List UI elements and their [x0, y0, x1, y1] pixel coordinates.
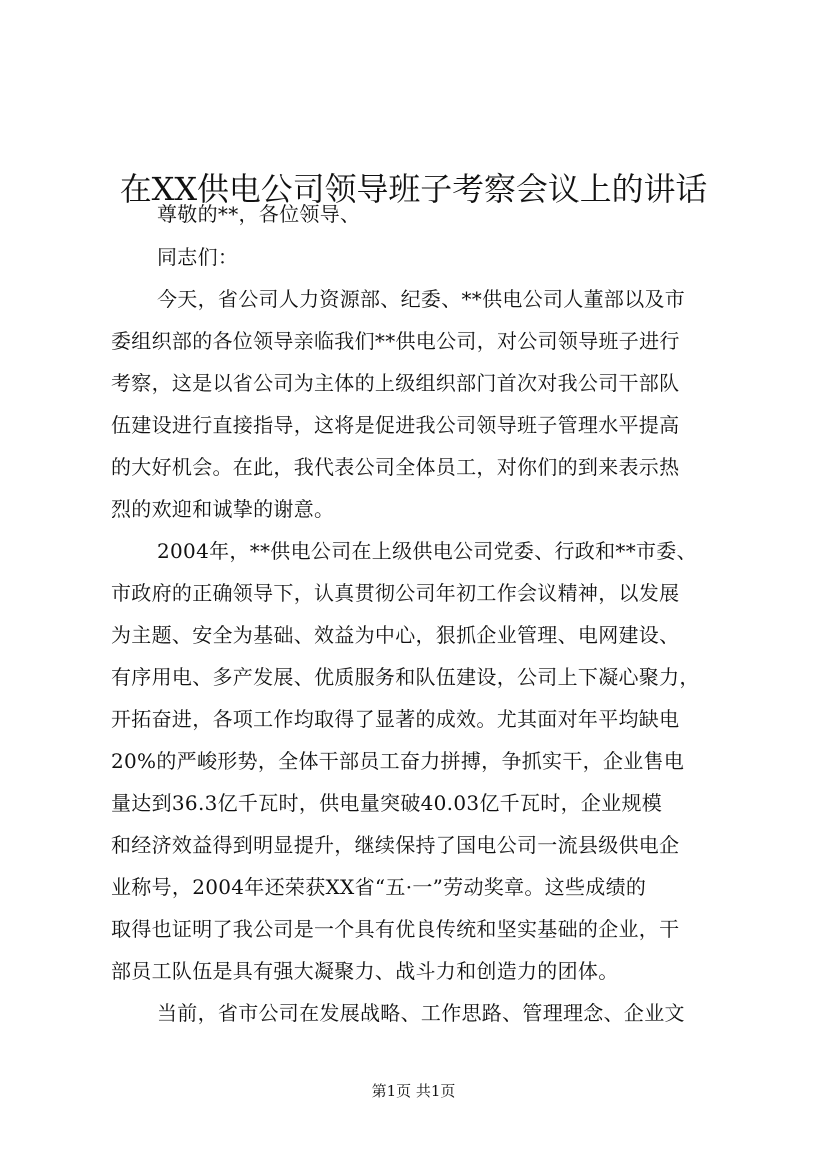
salutation-line-2: 同志们： — [157, 245, 239, 269]
paragraph-2-line-1: 2004年，**供电公司在上级供电公司党委、行政和**市委、 — [157, 539, 697, 563]
paragraph-2-line-11: 部员工队伍是具有强大凝聚力、战斗力和创造力的团体。 — [111, 959, 619, 983]
paragraph-2-line-10: 取得也证明了我公司是一个具有优良传统和坚实基础的企业，干 — [111, 917, 680, 941]
paragraph-3-line-1: 当前，省市公司在发展战略、工作思路、管理理念、企业文 — [157, 1001, 685, 1025]
paragraph-1-line-4: 伍建设进行直接指导，这将是促进我公司领导班子管理水平提高 — [111, 413, 680, 437]
paragraph-1-line-3: 考察，这是以省公司为主体的上级组织部门首次对我公司干部队 — [111, 371, 680, 395]
paragraph-2-line-8: 和经济效益得到明显提升，继续保持了国电公司一流县级供电企 — [111, 833, 680, 857]
paragraph-2-line-3: 为主题、安全为基础、效益为中心，狠抓企业管理、电网建设、 — [111, 623, 680, 647]
paragraph-2-line-5: 开拓奋进，各项工作均取得了显著的成效。尤其面对年平均缺电 — [111, 707, 680, 731]
paragraph-1-line-1: 今天，省公司人力资源部、纪委、**供电公司人董部以及市 — [157, 287, 686, 311]
paragraph-1-line-5: 的大好机会。在此，我代表公司全体员工，对你们的到来表示热 — [111, 455, 680, 479]
paragraph-2-line-4: 有序用电、多产发展、优质服务和队伍建设，公司上下凝心聚力， — [111, 665, 700, 689]
document-title: 在XX供电公司领导班子考察会议上的讲话 — [119, 170, 708, 209]
paragraph-2-line-7: 量达到36.3亿千瓦时，供电量突破40.03亿千瓦时，企业规模 — [111, 791, 663, 815]
paragraph-2-line-2: 市政府的正确领导下，认真贯彻公司年初工作会议精神，以发展 — [111, 581, 680, 605]
page-number-footer: 第1页 共1页 — [371, 1082, 456, 1100]
paragraph-1-line-6: 烈的欢迎和诚挚的谢意。 — [111, 497, 335, 521]
salutation-line-1: 尊敬的**，各位领导、 — [157, 202, 361, 226]
paragraph-1-line-2: 委组织部的各位领导亲临我们**供电公司，对公司领导班子进行 — [111, 329, 680, 353]
paragraph-2-line-6: 20%的严峻形势，全体干部员工奋力拼搏，争抓实干，企业售电 — [111, 749, 685, 773]
paragraph-2-line-9: 业称号，2004年还荣获XX省“五·一”劳动奖章。这些成绩的 — [111, 875, 647, 899]
